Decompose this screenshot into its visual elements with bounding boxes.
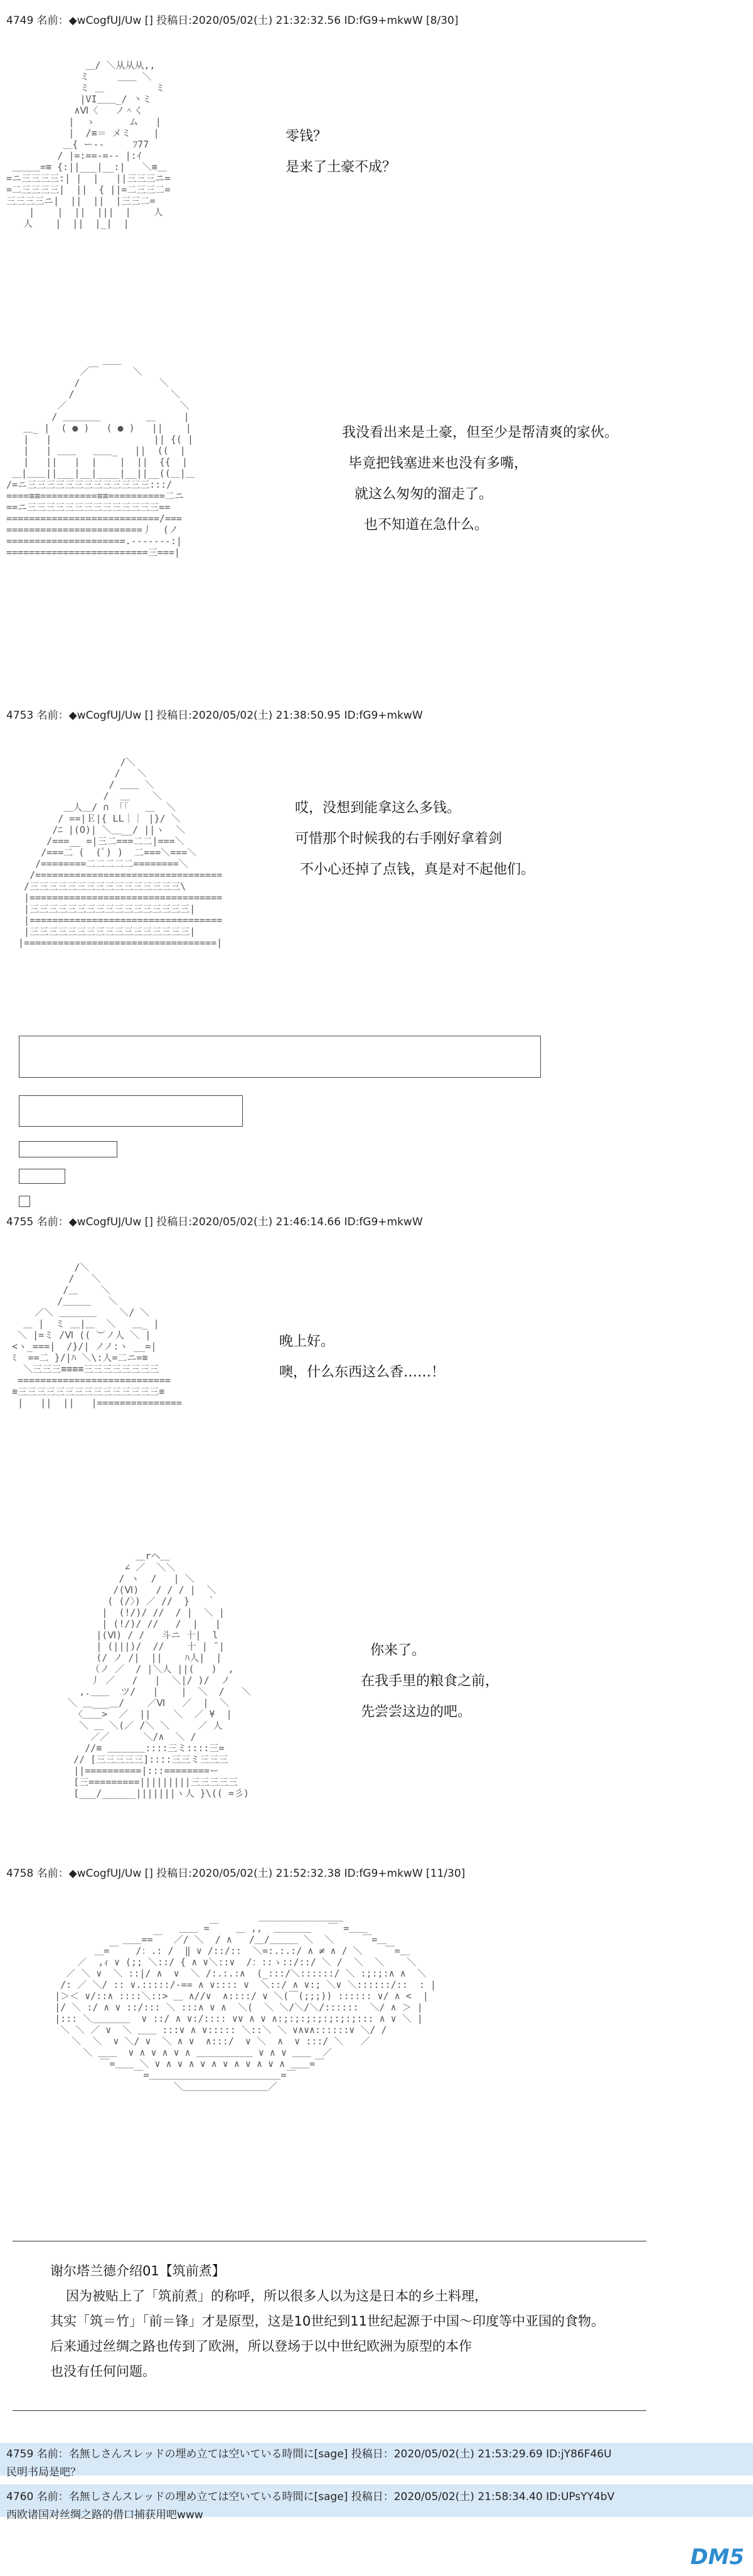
dialogue-line: 在我手里的粮食之前， xyxy=(361,1673,499,1689)
dialogue-line: 噢，什么东西这么香……！ xyxy=(279,1365,446,1380)
empty-box-medium xyxy=(19,1095,243,1127)
dialogue-line: 也不知道在急什么。 xyxy=(364,517,489,533)
ascii-art-figure-3: /＼ / ＼ / ＿＿ ＼ / ＿ ＼ ＿人＿/ ∩ 「「 ＿ ＼ / ==|Ｅ|{ LL｜｜ |}/ ＼ /ﾆ |(O)| ＼＿__/ ||ヽ ＼ /===__ =|三二===二二|===＼ /===二 ( (ﾟ) ) 二===＼===＼ /========二二二二二========＼ /================================= /三三三三三三三三三三三三三三三三\ |================================== |三三三三三三三三三三三三三三三三三| |================================== |三三三三三三三三三三三三三三三三三| |==================================| xyxy=(18,756,223,948)
post-header-4749: 4749 名前：◆wCogfUJ/Uw [] 投稿日:2020/05/02(土) 21:32:32.56 ID:fG9+mkwW [8/30] xyxy=(6,14,459,27)
note-line: 也没有任何问题。 xyxy=(50,2364,156,2379)
empty-box-tiny xyxy=(19,1169,65,1184)
dialogue-line: 哎，没想到能拿这么多钱。 xyxy=(295,800,461,816)
note-title: 谢尔塔兰德介绍01【筑前煮】 xyxy=(50,2263,225,2278)
empty-box-mini xyxy=(19,1196,30,1207)
dialogue-line: 我没看出来是土豪，但至少是帮清爽的家伙。 xyxy=(342,425,619,441)
dialogue-line: 不小心还掉了点钱，真是对不起他们。 xyxy=(300,862,535,877)
post-header-4758: 4758 名前：◆wCogfUJ/Uw [] 投稿日:2020/05/02(土) 21:52:32.38 ID:fG9+mkwW [11/30] xyxy=(6,1867,466,1880)
reply-header-4759: 4759 名前：名無しさんスレッドの埋め立ては空いている時間に[sage] 投稿日：2020/05/02(土) 21:53:29.69 ID:jY86F46U xyxy=(6,2448,612,2461)
dialogue-line: 毕竟把钱塞进来也没有多嘴， xyxy=(348,456,528,471)
dialogue-line: 可惜那个时候我的右手刚好拿着剑 xyxy=(295,831,503,847)
note-rule-bottom xyxy=(13,2410,646,2411)
footer-replies xyxy=(6,2445,747,2524)
note-line: 后来通过丝绸之路也传到了欧洲，所以登场于以中世纪欧洲为原型的本作 xyxy=(50,2339,472,2354)
dialogue-4753 xyxy=(295,797,535,889)
dialogue-line: 零钱？ xyxy=(286,129,328,144)
empty-box-small xyxy=(19,1141,117,1157)
ascii-art-figure-1: ＿/ ＼从从从,, ミ ＿＿ ＼ ミ ＿ ミ |VI＿＿_/ 丶ミ ∧Ⅵ〈 ノ＾く | ゝ ム | | /≡＝ メミ | ＿{ ー-‐ ﾌ77 / |=:==-=-- |:ｲ ＿＿＿=≡ {:||___|__:| ＼≡＿ =ニ三三三三:| | | ||三三三ニ= =二三三三三| || { ||=二三三二= 三三三三ニ| || || |三三二= | | || ||| | 人 人 | || |_| | xyxy=(6,60,171,229)
dialogue-line: 先尝尝这边的吧。 xyxy=(361,1704,472,1720)
note-line: 因为被贴上了「筑前煮」的称呼，所以很多人以为这是日本的乡土料理， xyxy=(66,2289,488,2304)
note-block xyxy=(50,2258,604,2384)
empty-box-large xyxy=(19,1036,541,1078)
dialogue-line: 晚上好。 xyxy=(279,1334,335,1350)
reply-text-4760: 西欧诸国对丝绸之路的借口捕获用吧www xyxy=(6,2509,203,2521)
post-header-4755: 4755 名前：◆wCogfUJ/Uw [] 投稿日:2020/05/02(土) 21:46:14.66 ID:fG9+mkwW xyxy=(6,1216,423,1228)
dialogue-continuation-2 xyxy=(361,1640,499,1732)
site-logo: DM5 xyxy=(690,2545,744,2570)
reply-text-4759: 民明书局是吧？ xyxy=(6,2466,81,2479)
ascii-art-figure-2: ＿＿ ／￣ ＼ / ＼ / ＼ ／ ＼ / ＿＿＿＿ ＿ | ＿_ | ( ● ) ( ● ) || | | | || {( | | | ＿＿ ＿＿_ || (( | | || | | | || {{ | ＿|＿＿||___|__|____|__||__((＿|＿ /=ニ三三三三三三三三三三三三三:::/ ====≡≡==========≡≡==========二ニ ==ニ三三三三三三三三三三三三三三== ===========================/=== ========================丿 (ノ =====================.-------:| =========================三===| xyxy=(6,355,195,558)
dialogue-continuation xyxy=(342,422,618,545)
dialogue-line: 你来了。 xyxy=(370,1643,426,1658)
ascii-art-food-bowl: ＿＿＿＿＿＿＿＿＿ ＿＿ =￣ ＿ ,, ＿＿＿＿ ￣ =＿＿ ＿＿==￣ ／/ ＼ / ∧ /＿/＿＿＿ ＼ ＼ ￣=＿ ＿=￣ /：.: / ‖ ∨ /::/:: ＼=:.:.:/ ∧ ≠ ∧ / ＼ ￣=＿ ／ ,ｨ ∨ (;; ＼::/ { ∧ ∨＼::∨ /：::ゝ::/::/ ＼ / ＼ ＼ ＼ ／ ＼ ∨ ＼ ::|/ ∧ ∨ ＼ /:.:.:∧ (_:::/＼::::::/ ＼ :;:;:∧ ∧ ＼ /: ／ ＼/ :: ∨.:::::/-== ∧ ∨:::: ∨ ＼::/ ∧ ∨:; ＼∨ ＼::::::/:: : | |＞＜ ∨/::∧ ::::＼::> ＿ ∧//∨ ∧::::/ ∨ ＼(￣(;;;)) :::::: ∨/ ∧ < | |/ ＼ :/ ∧ ∨ ::/::: ＼ :::∧ ∨ ∧ ＼( ＼ ＼/＼/＼/:::::: ＼/ ∧ ＞ | |::: ＼＿＿＿＿ ∨ ::/ ∧ ∨:/:::: ∨∨ ∧ ∨ ∧:;:;:;:;:;:;:;::: ∧ ∨ ＼ | ＼ ＼ ／ ∨ ＼ ＿＿ :::∨ ∧ ∨::::: ＼::＼ ＼ ∨∧∨∧::::::∨ ＼/ / ＼ ＼ ∨ ＼/ ∨ ＼ ∧ ∨ ∧:::/ ∨ ＼ ∧ ∨ :::/ ＼ ／ ＼ ＿＿ ∨ ∧ ∨ ∧ ∨ ∧ ＿＿＿＿＿＿ ∨ ∧ ∨ ＿＿ ／ ￣=＿＿ ＼ ∨ ∧ ∨ ∧ ∨ ∧ ∨ ∧ ∨ ∧ ∨ ∧ ＿＿=￣ ￣=＿＿＿＿＿＿＿＿＿＿＿＿＿＿=￣ ＼＿＿＿＿＿＿＿＿＿／ xyxy=(55,1911,436,2092)
note-line: 其实「筑＝竹」「前＝锋」才是原型，这是10世纪到11世纪起源于中国～印度等中亚国的食物。 xyxy=(50,2314,604,2329)
reply-header-4760: 4760 名前：名無しさんスレッドの埋め立ては空いている時間に[sage] 投稿日：2020/05/02(土) 21:58:34.40 ID:UPsYY4bV xyxy=(6,2491,615,2503)
ascii-art-figure-4: /＼ / ＼ /＿ ＼ /＿＿＿ ＼ ／＼ ＿＿＿＿ ＼/ ＼ ＿ | ミ ＿|＿ ＼ ＿_ | ＼ |=ミ /Ⅵ (( ︶ノ人 ＼ | <ヽ_===| /}/| ノノ:ヽ __=| ﾐ ==二 }/|ﾊ ＼\:人=二ニ=≡ ＼三三三≡≡≡≡三三三三三三三三 =========================== ≡三三三三三三三三三三三三三三三≡ | || || |=============== xyxy=(12,1262,182,1409)
post-header-4753: 4753 名前：◆wCogfUJ/Uw [] 投稿日:2020/05/02(土) 21:38:50.95 ID:fG9+mkwW xyxy=(6,709,423,722)
dialogue-4755 xyxy=(279,1331,445,1392)
dialogue-line: 就这么匆匆的溜走了。 xyxy=(355,486,493,502)
dialogue-4749 xyxy=(286,126,396,187)
ascii-art-figure-5: ＿rヘ＿ ∠ ／ ＼＼ / ヽ / | ＼ /(Ⅵ) / / / | ＼ ( (/〉) ／ // } ｀ | (!/)/ // / | ＼ | | (!/)/ // / | | |(Ⅵ) / / 斗ニ 十| l | (|||)/ // 十 | ̄ | (/ ノ /| || ﾊ人| | （ノ ／ / |＼人 ||( ) , 丿 ／ / | ＼|/ )/ ノ ,.＿＿ ツ/ | | ＼ / ＼ ＼ ＿___＿/ ／Ⅵ ／ | ＼ 〈＿＿> ／ || ＼ ／ ¥ | ＼ ＿ ＼(／ /＼ ＼ ／ 人 ／／ ＼/∧ ＼ / //≡ ＿＿＿＿::::三ミ::::三= // [三三三三三]::::三三ミ三三三 ||==========|:::========ー [三=========|||||||||三三三三三 [___/______|||||||ヽ人 }\(( =彡) xyxy=(68,1550,251,1799)
dialogue-line: 是来了土豪不成？ xyxy=(286,159,397,175)
